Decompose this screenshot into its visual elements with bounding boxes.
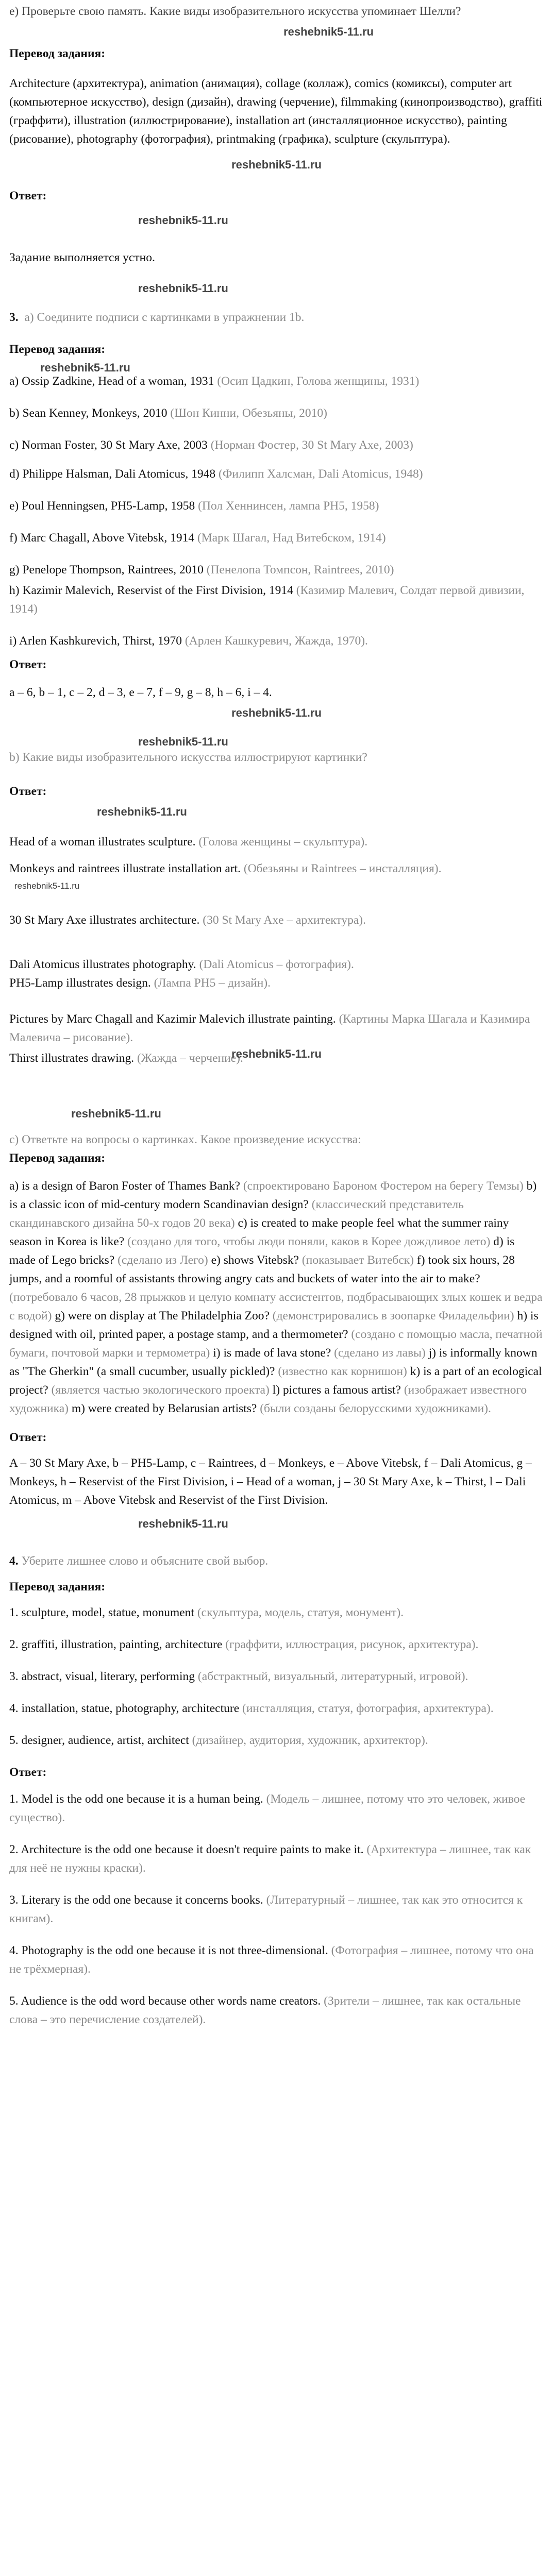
ex3-number: 3. [9,311,19,324]
ex4-option: 2. graffiti, illustration, painting, architecture (граффити, иллюстрация, рисунок, архитектура). [9,1638,479,1651]
ex3-b-answer-label: Ответ: [9,785,47,798]
watermark: reshebnik5-11.ru [283,25,374,38]
ex4-options [9,1603,544,1750]
ex3-c-answer-label: Ответ: [9,1431,47,1444]
b-answer-item: Monkeys and raintrees illustrate installation art. (Обезьяны и Raintrees – инсталляция). [9,862,442,875]
b-answer-item: Head of a woman illustrates sculpture. (Голова женщины – скульптура). [9,835,368,849]
page [0,2,553,2576]
ex3-c-answer: A – 30 St Mary Axe, b – PH5-Lamp, c – Raintrees, d – Monkeys, e – Above Vitebsk, f – Dali Atomicus, g – Monkeys, h – Reservist of the First Division, i – Head of a woman, j – 30 St Mary Axe, k – Thirst, l – Dali Atomicus, m – Above Vitebsk and Reservist of the First Division. [9,1456,532,1507]
watermark: reshebnik5-11.ru [138,282,228,295]
watermark: reshebnik5-11.ru [71,1107,161,1120]
caption-item: f) Marc Chagall, Above Vitebsk, 1914 (Марк Шагал, Над Витебском, 1914) [9,531,386,545]
ex-e-answer-label: Ответ: [9,189,47,202]
caption-item: g) Penelope Thompson, Raintrees, 2010 (Пенелопа Томпсон, Raintrees, 2010) [9,563,394,577]
ex4-answer-item: 1. Model is the odd one because it is a human being. (Модель – лишнее, потому что это человек, живое существо). [9,1792,526,1824]
ex3-c-translation-label: Перевод задания: [9,1151,106,1165]
caption-item: i) Arlen Kashkurevich, Thirst, 1970 (Арлен Кашкуревич, Жажда, 1970). [9,634,368,648]
watermark: reshebnik5-11.ru [138,735,228,748]
watermark: reshebnik5-11.ru [97,805,187,818]
ex4-task: 4. Уберите лишнее слово и объясните свой выбор. [9,1554,269,1568]
ex4-option: 3. abstract, visual, literary, performing (абстрактный, визуальный, литературный, игровой). [9,1670,468,1683]
watermark: reshebnik5-11.ru [14,881,80,891]
ex4-answer-label: Ответ: [9,1766,47,1779]
b-answer-item: 30 St Mary Axe illustrates architecture. (30 St Mary Axe – архитектура). [9,913,366,927]
ex4-answer-item: 2. Architecture is the odd one because it doesn't require paints to make it. (Архитектура – лишнее, так как для неё не нужны краски). [9,1843,531,1875]
ex4-answer-item: 3. Literary is the odd one because it concerns books. (Литературный – лишнее, так как это относится к книгам). [9,1893,523,1925]
ex3-c-task: c) Ответьте на вопросы о картинках. Какое произведение искусства: [9,1133,361,1146]
b-answer-item: Dali Atomicus illustrates photography. (Dali Atomicus – фотография). [9,958,354,971]
watermark: reshebnik5-11.ru [138,1517,228,1530]
caption-item: d) Philippe Halsman, Dali Atomicus, 1948 (Филипп Халсман, Dali Atomicus, 1948) [9,467,423,481]
b-answer-item: Thirst illustrates drawing. (Жажда – черчение). [9,1052,243,1065]
ex4-option: 1. sculpture, model, statue, monument (скульптура, модель, статуя, монумент). [9,1606,404,1619]
watermark: reshebnik5-11.ru [40,361,130,374]
caption-item: c) Norman Foster, 30 St Mary Axe, 2003 (Норман Фостер, 30 St Mary Axe, 2003) [9,438,413,452]
ex4-answer-item: 4. Photography is the odd one because it is not three-dimensional. (Фотография – лишнее, потому что она не трёхмерная). [9,1944,534,1976]
ex4-option: 5. designer, audience, artist, architect (дизайнер, аудитория, художник, архитектор). [9,1734,428,1747]
caption-item: h) Kazimir Malevich, Reservist of the First Division, 1914 (Казимир Малевич, Солдат первой дивизии, 1914) [9,584,525,616]
ex3-b-answers [9,833,544,1067]
ex3-captions [9,372,544,650]
ex4-option: 4. installation, statue, photography, architecture (инсталляция, статуя, фотография, архитектура). [9,1702,494,1715]
ex4-answer-item: 5. Audience is the odd word because other words name creators. (Зрители – лишнее, так как остальные слова – это перечисление создателей). [9,1994,521,2026]
watermark: reshebnik5-11.ru [138,214,228,227]
ex3-a-task [9,308,544,327]
ex3-translation-label: Перевод задания: [9,343,106,356]
caption-item: a) Ossip Zadkine, Head of a woman, 1931 (Осип Цадкин, Голова женщины, 1931) [9,375,420,388]
ex-e-translation-label: Перевод задания: [9,47,106,60]
watermark: reshebnik5-11.ru [231,1047,322,1060]
ex3-a-task-text: а) Соедините подписи с картинками в упражнении 1b. [24,311,305,324]
ex3-c-questions: a) is a design of Baron Foster of Thames Bank? (спроектировано Бароном Фостером на берегу Темзы) b) is a classic icon of mid-century modern Scandinavian design? (классический представитель скандинавского дизайна 50-х годов 20 века) c) is created to make people feel what the summer rainy season in Korea is like? (создано для того, чтобы люди поняли, каков в Корее дождливое лето) d) is made of Lego bricks? (сделано из Лего) e) shows Vitebsk? (показывает Витебск) f) took six hours, 28 jumps, and a roomful of assistants throwing angry cats and buckets of water into the air to make? (потребовало 6 часов, 28 прыжков и целую комнату ассистентов, подбрасывающих злых кошек и ведра с водой) g) were on display at The Philadelphia Zoo? (демонстрировались в зоопарке Филадельфии) h) is designed with oil, printed paper, a postage stamp, and a thermometer? (создано с помощью масла, печатной бумаги, почтовой марки и термометра) i) is made of lava stone? (сделано из лавы) j) is informally known as "The Gherkin" (a small cucumber, usually pickled)? (известно как корнишон) k) is a part of an ecological project? (является частью экологического проекта) l) pictures a famous artist? (изображает известного художника) m) were created by Belarusian artists? (были созданы белорусскими художниками). [9,1179,543,1415]
ex-e-task: e) Проверьте свою память. Какие виды изобразительного искусства упоминает Шелли? [9,5,461,18]
ex-e-answer-text: Architecture (архитектура), animation (анимация), collage (коллаж), comics (комиксы), computer art (компьютерное искусство), design (дизайн), drawing (черчение), filmmaking (кинопроизводство), graffiti (граффити), illustration (иллюстрирование), installation art (инсталляционное искусство), painting (рисование), photography (фотография), printmaking (графика), sculpture (скульптура). [9,77,543,146]
caption-item: e) Poul Henningsen, PH5-Lamp, 1958 (Пол Хеннинсен, лампа PH5, 1958) [9,499,379,513]
watermark: reshebnik5-11.ru [231,158,322,171]
ex3-a-answer: a – 6, b – 1, c – 2, d – 3, e – 7, f – 9, g – 8, h – 6, i – 4. [9,686,272,699]
watermark: reshebnik5-11.ru [231,706,322,719]
caption-item: b) Sean Kenney, Monkeys, 2010 (Шон Кинни, Обезьяны, 2010) [9,406,327,420]
b-answer-item: PH5-Lamp illustrates design. (Лампа PH5 – дизайн). [9,976,271,990]
ex-e-oral: Задание выполняется устно. [9,251,155,264]
b-answer-item: Pictures by Marc Chagall and Kazimir Malevich illustrate painting. (Картины Марка Шагала и Казимира Малевича – рисование). [9,1012,530,1044]
ex3-answer-label: Ответ: [9,658,47,671]
ex3-b-task: b) Какие виды изобразительного искусства иллюстрируют картинки? [9,751,367,764]
ex4-translation-label: Перевод задания: [9,1580,106,1594]
ex4-answers [9,1790,544,2029]
